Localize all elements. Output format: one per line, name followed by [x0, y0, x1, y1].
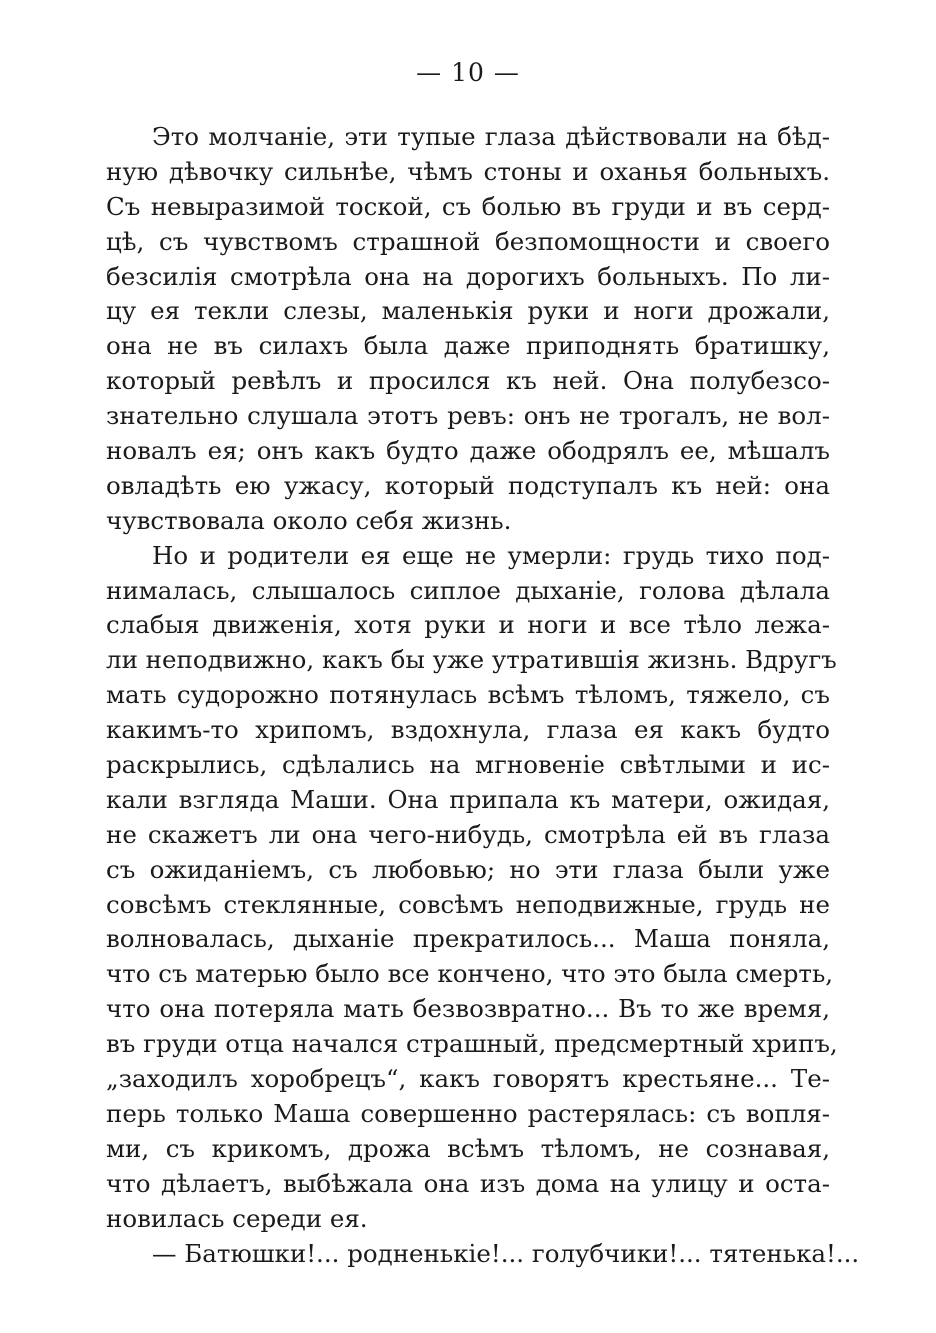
text-line: ли неподвижно, какъ бы уже утратившія жизнь. Вдругъ	[106, 645, 837, 675]
text-line: кали взгляда Маши. Она припала къ матери, ожидая,	[106, 784, 830, 814]
text-line: мать судорожно потянулась всѣмъ тѣломъ, тяжело, съ	[106, 680, 830, 710]
text-line: не скажетъ ли она чего-нибудь, смотрѣла ей въ глаза	[106, 819, 830, 849]
text-line: что дѣлаетъ, выбѣжала она изъ дома на улицу и оста-	[106, 1168, 830, 1198]
page-number: — 10 —	[416, 58, 520, 87]
text-line: раскрылись, сдѣлались на мгновеніе свѣтлыми и ис-	[106, 750, 830, 780]
paragraph	[106, 1237, 860, 1272]
text-line: слабыя движенія, хотя руки и ноги и все тѣло лежа-	[106, 610, 830, 640]
text-line: нималась, слышалось сиплое дыханіе, голова дѣлала	[106, 575, 830, 605]
text-line: съ ожиданіемъ, съ любовью; но эти глаза были уже	[106, 854, 830, 884]
text-line: чувствовала около себя жизнь.	[106, 505, 512, 535]
text-line: какимъ-то хрипомъ, вздохнула, глаза ея какъ будто	[106, 715, 830, 745]
text-line: Это молчаніе, эти тупые глаза дѣйствовали на бѣд-	[152, 122, 830, 151]
text-line: новалъ ея; онъ какъ будто даже ободрялъ ее, мѣшалъ	[106, 436, 830, 466]
text-line: перь только Маша совершенно растерялась: съ вопля-	[106, 1098, 830, 1128]
text-line: ную дѣвочку сильнѣе, чѣмъ стоны и оханья больныхъ.	[106, 156, 830, 186]
text-line: „заходилъ хоробрецъ“, какъ говорятъ крестьяне... Те-	[106, 1064, 830, 1094]
text-line: новилась середи ея.	[106, 1203, 368, 1233]
body-text	[106, 120, 860, 1271]
text-line: совсѣмъ стеклянные, совсѣмъ неподвижные, грудь не	[106, 889, 830, 919]
text-line: что она потеряла мать безвозвратно... Въ то же время,	[106, 994, 830, 1024]
text-line: волновалась, дыханіе прекратилось... Маша поняла,	[106, 924, 830, 954]
paragraph	[106, 120, 830, 539]
paragraph	[106, 539, 838, 1237]
text-line: въ груди отца начался страшный, предсмертный хрипъ,	[106, 1029, 838, 1059]
text-line: что съ матерью было все кончено, что это была смерть,	[106, 959, 834, 989]
text-line: — Батюшки!... родненькіе!... голубчики!... тятенька!...	[152, 1238, 860, 1268]
text-line: знательно слушала этотъ ревъ: онъ не трогалъ, не вол-	[106, 401, 830, 431]
text-line: она не въ силахъ была даже приподнять братишку,	[106, 331, 830, 361]
text-line: цу ея текли слезы, маленькія руки и ноги дрожали,	[106, 296, 830, 326]
text-line: безсилія смотрѣла она на дорогихъ больныхъ. По ли-	[106, 261, 830, 291]
text-line: который ревѣлъ и просился къ ней. Она полубезсо-	[106, 366, 830, 396]
text-line: ми, съ крикомъ, дрожа всѣмъ тѣломъ, не сознавая,	[106, 1133, 830, 1163]
text-line: овладѣть ею ужасу, который подступалъ къ ней: она	[106, 470, 830, 500]
text-line: цѣ, съ чувствомъ страшной безпомощности и своего	[106, 226, 830, 256]
text-line: Но и родители ея еще не умерли: грудь тихо под-	[152, 540, 830, 570]
text-line: Съ невыразимой тоской, съ болью въ груди и въ серд-	[106, 191, 830, 221]
